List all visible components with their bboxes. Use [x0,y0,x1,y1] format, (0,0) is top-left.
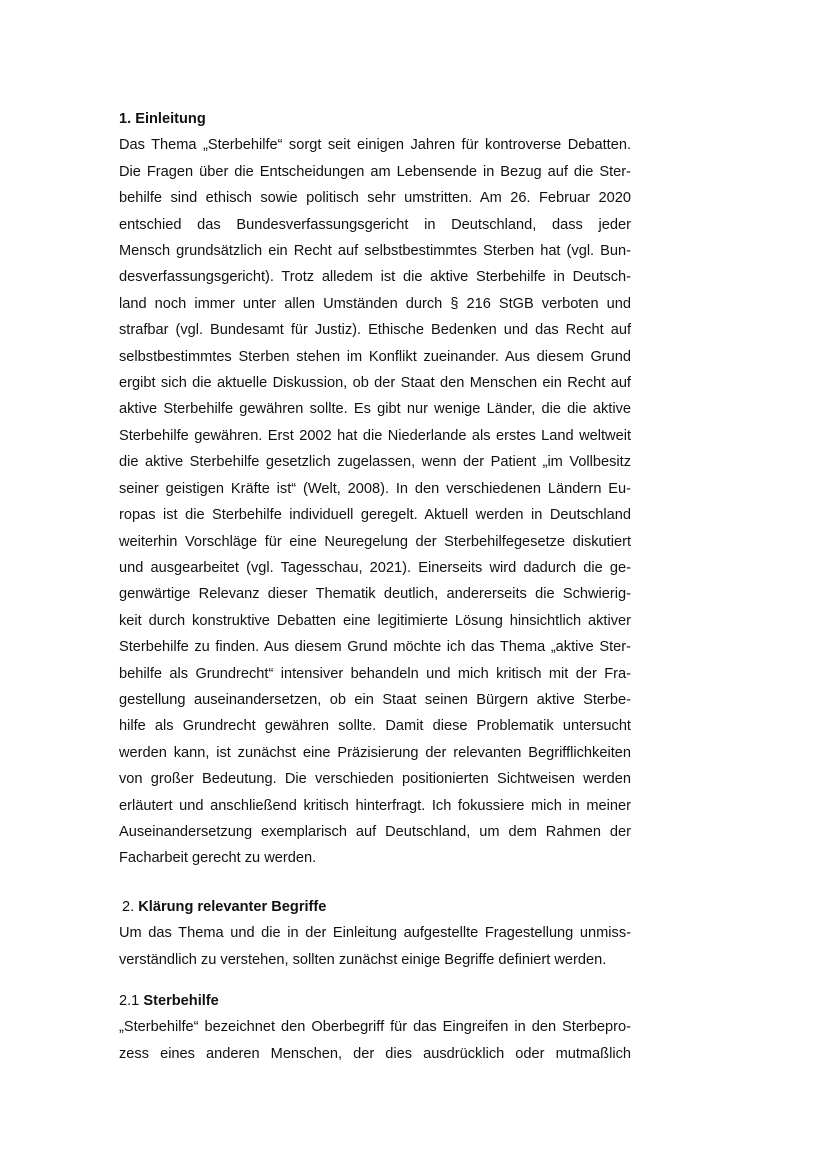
spacer [119,872,631,894]
text-line: verständlich zu verstehen, sollten zunächst einige Begriffe definiert werden. [119,951,607,968]
text-line: und ausgearbeitet (vgl. Tagesschau, 2021). Einerseits wird dadurch die ge- [119,559,631,576]
text-line: behilfe als Grundrecht“ intensiver behandeln und mich kritisch mit der Fra- [119,665,631,682]
section-1-heading: 1. Einleitung [119,111,206,127]
section-1-paragraph [119,132,631,871]
text-line: Mensch grundsätzlich ein Recht auf selbstbestimmtes Sterben hat (vgl. Bun- [119,243,631,260]
text-line: gestellung auseinandersetzen, ob ein Staat seinen Bürgern aktive Sterbe- [119,691,631,708]
text-line: keit durch konstruktive Debatten eine legitimierte Lösung hinsichtlich aktiver [119,612,631,629]
section-2-1-title: Sterbehilfe [143,993,219,1009]
text-line: Sterbehilfe zu finden. Aus diesem Grund möchte ich das Thema „aktive Ster- [119,639,631,656]
section-2-1-heading [119,988,631,1014]
text-line: Auseinandersetzung exemplarisch auf Deutschland, um dem Rahmen der [119,823,631,840]
text-line: desverfassungsgericht). Trotz alledem ist die aktive Sterbehilfe in Deutsch- [119,269,631,286]
text-line: „Sterbehilfe“ bezeichnet den Oberbegriff für das Eingreifen in den Sterbepro- [119,1019,631,1036]
text-line: hilfe als Grundrecht gewähren sollte. Damit diese Problematik untersucht [119,718,631,735]
text-line: ergibt sich die aktuelle Diskussion, ob der Staat den Menschen ein Recht auf [119,375,631,392]
text-line: entschied das Bundesverfassungsgericht in Deutschland, dass jeder [119,216,631,233]
text-line: behilfe sind ethisch sowie politisch sehr umstritten. Am 26. Februar 2020 [119,190,631,207]
document-body [119,106,631,1067]
text-line: Facharbeit gerecht zu werden. [119,850,317,867]
text-line: genwärtige Relevanz dieser Thematik deutlich, andererseits die Schwierig- [119,586,631,603]
section-2-heading [119,894,631,920]
text-line: von großer Bedeutung. Die verschieden positionierten Sichtweisen werden [119,771,631,788]
text-line: Das Thema „Sterbehilfe“ sorgt seit einigen Jahren für kontroverse Debatten. [119,137,631,154]
text-line: seiner geistigen Kräfte ist“ (Welt, 2008). In den verschiedenen Ländern Eu- [119,480,631,497]
text-line: strafbar (vgl. Bundesamt für Justiz). Ethische Bedenken und das Recht auf [119,322,631,339]
text-line: werden kann, ist zunächst eine Präzisierung der relevanten Begrifflichkeiten [119,744,631,761]
text-line: Die Fragen über die Entscheidungen am Lebensende in Bezug auf die Ster- [119,163,631,180]
text-line: Um das Thema und die in der Einleitung aufgestellte Fragestellung unmiss- [119,925,631,942]
text-line: selbstbestimmtes Sterben stehen im Konflikt zueinander. Aus diesem Grund [119,348,631,365]
text-line: land noch immer unter allen Umständen durch § 216 StGB verboten und [119,295,631,312]
text-line: ropas ist die Sterbehilfe individuell geregelt. Aktuell werden in Deutschland [119,507,631,524]
section-2-1-number: 2.1 [119,993,140,1009]
text-line: die aktive Sterbehilfe gesetzlich zugelassen, wenn der Patient „im Vollbesitz [119,454,631,471]
text-line: zess eines anderen Menschen, der dies ausdrücklich oder mutmaßlich [119,1045,631,1062]
text-line: weiterhin Vorschläge für eine Neuregelung der Sterbehilfegesetze diskutiert [119,533,631,550]
section-2-paragraph [119,920,631,973]
section-2-number: 2. [122,898,135,915]
text-line: aktive Sterbehilfe gewähren sollte. Es gibt nur wenige Länder, die die aktive [119,401,631,418]
section-2-title: Klärung relevanter Begriffe [138,898,327,915]
text-line: erläutert und anschließend kritisch hinterfragt. Ich fokussiere mich in meiner [119,797,631,814]
spacer [119,973,631,988]
text-line: Sterbehilfe gewähren. Erst 2002 hat die Niederlande als erstes Land weltweit [119,427,631,444]
section-2-1-paragraph [119,1014,631,1067]
